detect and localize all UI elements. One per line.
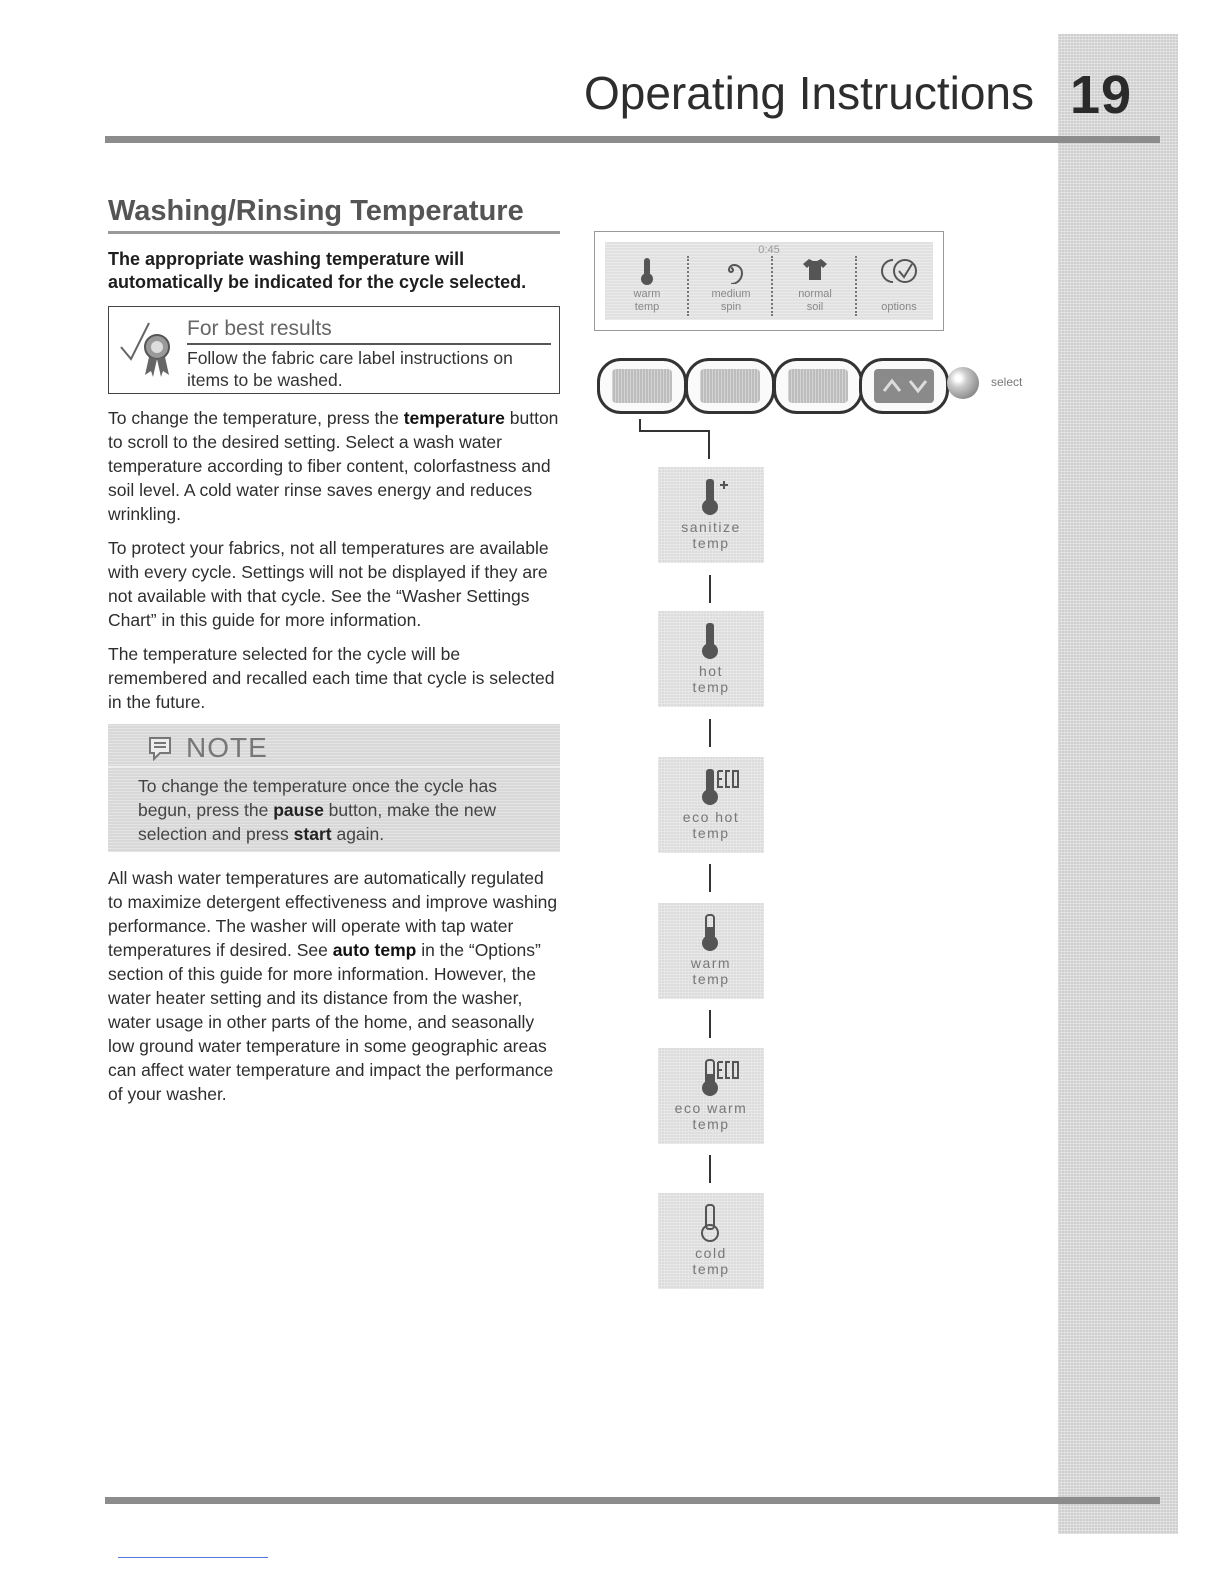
text-column <box>108 195 560 1116</box>
note-header <box>108 730 560 768</box>
thermometer-icon <box>637 256 657 286</box>
control-buttons <box>597 358 1037 414</box>
spin-button[interactable] <box>685 358 775 414</box>
eco-warm-thermometer-icon <box>698 1056 748 1098</box>
temp-option-sanitize: sanitize temp <box>658 467 764 563</box>
options-arrow-button[interactable] <box>859 358 949 414</box>
temp-option-eco-hot: eco hot temp <box>658 757 764 853</box>
note-icon <box>146 735 174 761</box>
cold-thermometer-icon <box>698 1201 748 1243</box>
display-cell-options: options <box>859 256 939 316</box>
hot-thermometer-icon <box>698 619 748 661</box>
top-rule <box>105 136 1160 143</box>
page-title: Operating Instructions <box>583 67 1034 119</box>
temp-option-cold: cold temp <box>658 1193 764 1289</box>
select-label: select <box>991 375 1023 389</box>
award-ribbon-icon <box>117 317 177 383</box>
bottom-rule <box>105 1497 1160 1504</box>
options-icon <box>877 256 921 286</box>
paragraph-regulated: All wash water temperatures are automatically regulated to maximize detergent effectiveness and improve washing performance. The washer will operate with tap water temperatures if desired. See auto temp in the “Options” section of this guide for more information. However, the water heater setting and its distance from the washer, water usage in other parts of the home, and seasonally low ground water temperature in some geographic areas can affect water temperature and impact the performance of your washer. <box>108 868 558 1104</box>
best-results-rule <box>187 343 551 345</box>
temp-option-warm: warm temp <box>658 903 764 999</box>
display-time: 0:45 <box>758 244 780 256</box>
temp-option-eco-warm: eco warm temp <box>658 1048 764 1144</box>
best-results-title: For best results <box>187 317 332 340</box>
soil-button[interactable] <box>773 358 863 414</box>
lead-text: The appropriate washing temperature will automatically be indicated for the cycle selected. <box>108 249 527 292</box>
spin-icon <box>717 256 745 284</box>
page-number: 19 <box>1070 65 1133 125</box>
chapter-tab <box>1058 34 1178 1534</box>
display-cell-soil: normal soil <box>775 256 855 316</box>
paragraph-remembered: The temperature selected for the cycle will be remembered and recalled each time that cycle is selected in the future. <box>108 644 555 712</box>
note-body: To change the temperature once the cycle has begun, press the pause button, make the new selection and press start again. <box>138 776 497 844</box>
section-title: Washing/Rinsing Temperature <box>108 195 560 234</box>
display-panel <box>594 231 944 331</box>
eco-hot-thermometer-icon <box>698 765 748 807</box>
select-button[interactable] <box>947 367 979 399</box>
sanitize-thermometer-icon <box>698 475 748 517</box>
shirt-icon <box>801 256 829 282</box>
temp-option-hot: hot temp <box>658 611 764 707</box>
up-down-arrow-icon <box>880 373 930 397</box>
paragraph-protect-fabrics: To protect your fabrics, not all temperatures are available with every cycle. Settings will not be displayed if they are not available with that cycle. See the “Washer Settings Chart” in this guide for more information. <box>108 538 549 630</box>
best-results-body: Follow the fabric care label instructions on items to be washed. <box>187 348 513 390</box>
paragraph-change-temperature: To change the temperature, press the temperature button to scroll to the desired setting. Select a wash water temperature according to fiber content, colorfastness and soil level. A cold water rinse saves energy and reduces wrinkling. <box>108 408 559 524</box>
footer-link-rule <box>118 1557 268 1558</box>
note-title: NOTE <box>186 732 268 763</box>
note-box <box>108 724 560 852</box>
display-cell-spin: medium spin <box>691 256 771 316</box>
warm-thermometer-icon <box>698 911 748 953</box>
temperature-button[interactable] <box>597 358 687 414</box>
selection-bracket <box>638 419 710 459</box>
best-results-box <box>108 306 560 394</box>
display-cell-temp: warm temp <box>607 256 687 316</box>
